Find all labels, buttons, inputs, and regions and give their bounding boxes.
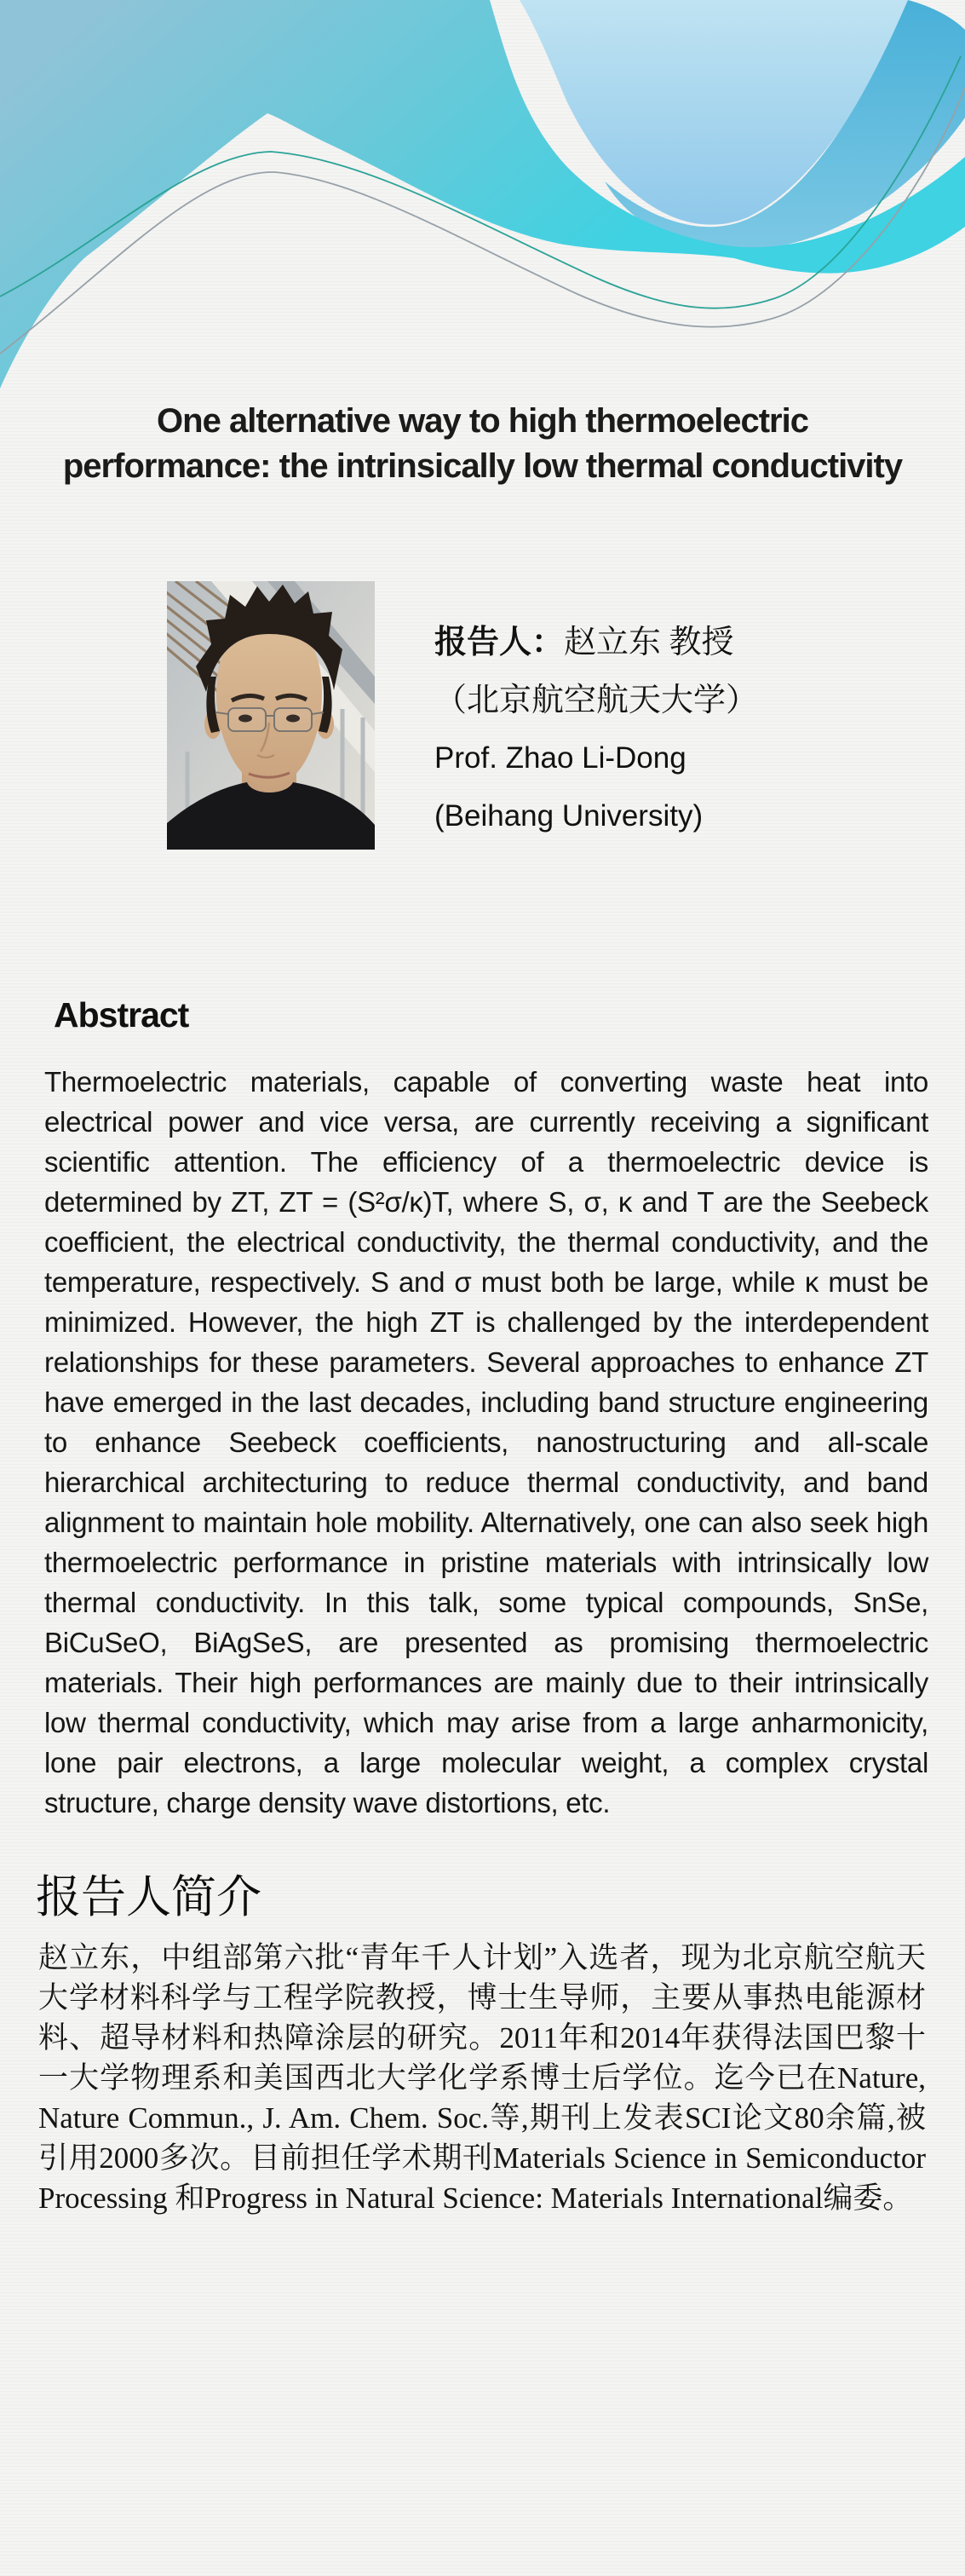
- header-wave-decoration: [0, 0, 965, 409]
- speaker-affiliation-cn: （北京航空航天大学）: [434, 683, 759, 718]
- speaker-name-line: [434, 614, 843, 671]
- bio-body: 赵立东，中组部第六批“青年千人计划”入选者，现为北京航空航天大学材料科学与工程学院教授，博士生导师，主要从事热电能源材料、超导材料和热障涂层的研究。2011年和2014年获得法国巴黎十一大学物理系和美国西北大学化学系博士后学位。迄今已在Nature, Nature Commun., J. Am. Chem. Soc.等,期刊上发表SCI论文80余篇,被引用2000多次。目前担任学术期刊Materials Science in Semiconductor Processing 和Progress in Natural Science: Materials International编委。: [38, 1941, 926, 2215]
- seminar-title-line1: One alternative way to high thermoelectric: [157, 402, 808, 440]
- seminar-title: [0, 399, 965, 489]
- abstract-body: Thermoelectric materials, capable of converting waste heat into electrical power and vice versa, are currently receiving a significant scientific attention. The efficiency of a thermoelectric device is determined by ZT, ZT = (S²σ/κ)T, where S, σ, κ and T are the Seebeck coefficient, the electrical conductivity, the thermal conductivity, and the temperature, respectively. S and σ must both be large, while κ must be minimized. However, the high ZT is challenged by the interdependent relationships for these parameters. Several approaches to enhance ZT have emerged in the last decades, including band structure engineering to enhance Seebeck coefficients, nanostructuring and all-scale hierarchical architecturing to reduce thermal conductivity, and band alignment to maintain hole mobility. Alternatively, one can also seek high thermoelectric performance in pristine materials with intrinsically low thermal conductivity. In this talk, some typical compounds, SnSe, BiCuSeO, BiAgSeS, are presented as promising thermoelectric materials. Their high performances are mainly due to their intrinsically low thermal conductivity, which may arise from a large anharmonicity, lone pair electrons, a large molecular weight, a complex crystal structure, charge density wave distortions, etc.: [44, 1066, 928, 1818]
- speaker-photo: [167, 581, 375, 850]
- speaker-name: 赵立东 教授: [564, 625, 734, 660]
- speaker-affiliation-en: (Beihang University): [434, 799, 704, 833]
- speaker-info: [434, 614, 843, 845]
- abstract-heading: Abstract: [54, 995, 189, 1034]
- bio-heading: 报告人简介: [36, 1873, 261, 1922]
- speaker-name-en: Prof. Zhao Li-Dong: [434, 741, 686, 775]
- speaker-label: 报告人：: [434, 625, 565, 660]
- seminar-title-line2: performance: the intrinsically low thermal conductivity: [62, 447, 903, 485]
